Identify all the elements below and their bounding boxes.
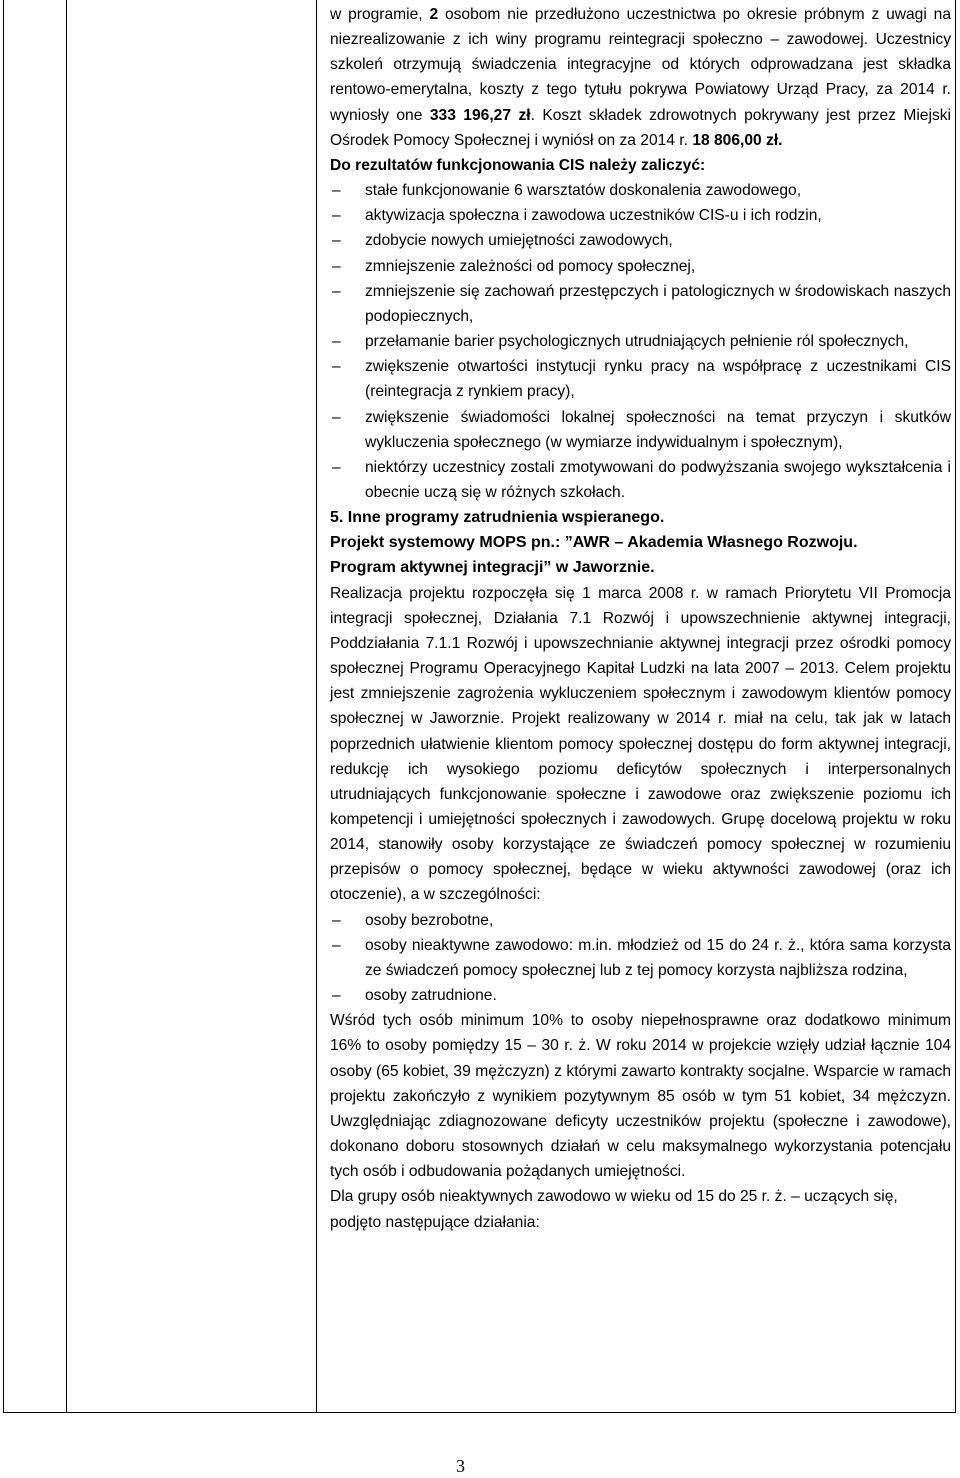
- list-item: [330, 228, 951, 253]
- dash-bullet-icon: –: [332, 282, 341, 300]
- list-item: [330, 354, 951, 404]
- table-column-name: [66, 0, 317, 1412]
- list-item: [330, 983, 951, 1008]
- table-content-cell: [330, 2, 951, 1235]
- list-item-text: zwiększenie świadomości lokalnej społeczności na temat przyczyn i skutków wykluczenia społecznego (w wymiarze indywidualnym i społecznym),: [365, 408, 951, 451]
- cis-participants-paragraph: [330, 2, 951, 153]
- dash-bullet-icon: –: [332, 182, 341, 200]
- section-heading: 5. Inne programy zatrudnienia wspieranego.: [330, 509, 665, 527]
- results-list: [330, 178, 951, 505]
- list-item-text: osoby nieaktywne zawodowo: m.in. młodzież od 15 do 24 r. ż., która sama korzysta ze świadczeń pomocy społecznej lub z tej pomocy korzysta najbliższa rodzina,: [365, 936, 951, 979]
- list-item-text: przełamanie barier psychologicznych utrudniających pełnienie ról społecznych,: [365, 333, 909, 351]
- dash-bullet-icon: –: [332, 333, 341, 351]
- dash-bullet-icon: –: [332, 358, 341, 376]
- bold-count: 2: [429, 6, 439, 23]
- list-item: [330, 405, 951, 455]
- list-item: [330, 455, 951, 505]
- table-column-number: [4, 0, 67, 1412]
- list-item: [330, 279, 951, 329]
- target-group-list: [330, 908, 951, 1009]
- list-item: [330, 203, 951, 228]
- list-item-text: zmniejszenie zależności od pomocy społecznej,: [365, 257, 696, 275]
- bold-amount-pension: 333 196,27 zł: [429, 106, 531, 124]
- dash-bullet-icon: –: [332, 257, 341, 275]
- dash-bullet-icon: –: [332, 207, 341, 225]
- dash-bullet-icon: –: [332, 232, 341, 250]
- list-item: [330, 908, 951, 933]
- bold-amount-health: 18 806,00 zł.: [692, 131, 783, 149]
- dash-bullet-icon: –: [332, 987, 341, 1005]
- list-item: [330, 329, 951, 354]
- document-table: [3, 0, 956, 1413]
- actions-intro-paragraph: Dla grupy osób nieaktywnych zawodowo w wieku od 15 do 25 r. ż. – uczących się, podjęto następujące działania:: [330, 1188, 898, 1231]
- project-title-line-2: Program aktywnej integracji” w Jaworznie.: [330, 559, 655, 577]
- list-item-text: aktywizacja społeczna i zawodowa uczestników CIS-u i ich rodzin,: [365, 207, 822, 225]
- text-run: . Koszt składek zdrowotnych pokrywany jest przez Miejski Ośrodek Pomocy Społecznej i wyniósł on za 2014 r.: [330, 106, 952, 149]
- list-item-text: stałe funkcjonowanie 6 warsztatów doskonalenia zawodowego,: [365, 182, 802, 200]
- list-item: [330, 178, 951, 203]
- project-paragraph: Realizacja projektu rozpoczęła się 1 marca 2008 r. w ramach Priorytetu VII Promocja integracji społecznej, Działania 7.1 Rozwój i upowszechnienie aktywnej integracji, Poddziałania 7.1.1 Rozwój i upowszechnianie aktywnej integracji przez ośrodki pomocy społecznej Programu Operacyjnego Kapitał Ludzki na lata 2007 – 2013. Celem projektu jest zmniejszenie zagrożenia wykluczeniem społecznym i zawodowym klientów pomocy społecznej w Jaworznie. Projekt realizowany w 2014 r. miał na celu, tak jak w latach poprzednich ułatwienie klientom pomocy społecznej dostępu do form aktywnej integracji, redukcję ich wysokiego poziomu deficytów społecznych i interpersonalnych utrudniających funkcjonowanie społeczne i zawodowe oraz zwiększenie poziomu ich kompetencji i umiejętności społecznych i zawodowych. Grupę docelową projektu w roku 2014, stanowiły osoby korzystające ze świadczeń pomocy społecznej w rozumieniu przepisów o pomocy społecznej, będące w wieku aktywności zawodowej (oraz ich otoczenie), a w szczególności:: [330, 584, 951, 904]
- results-heading: Do rezultatów funkcjonowania CIS należy zaliczyć:: [330, 156, 706, 174]
- page-number: 3: [456, 1456, 465, 1476]
- dash-bullet-icon: –: [332, 408, 341, 426]
- list-item: [330, 254, 951, 279]
- dash-bullet-icon: –: [332, 911, 341, 929]
- list-item-text: osoby bezrobotne,: [365, 911, 494, 929]
- participants-summary-paragraph: Wśród tych osób minimum 10% to osoby niepełnosprawne oraz dodatkowo minimum 16% to osoby pomiędzy 15 – 30 r. ż. W roku 2014 w projekcie wzięły udział łącznie 104 osoby (65 kobiet, 39 mężczyzn) z którymi zawarto kontrakty socjalne. Wsparcie w ramach projektu zakończyło z wynikiem pozytywnym 85 osób w tym 51 kobiet, 34 mężczyzn. Uwzględniając zdiagnozowane deficyty uczestników projektu (społeczne i zawodowe), dokonano doboru stosownych działań w celu maksymalnego wykorzystania potencjału tych osób i odbudowania pożądanych umiejętności.: [330, 1012, 951, 1181]
- list-item-text: zwiększenie otwartości instytucji rynku pracy na współpracę z uczestnikami CIS (reintegracja z rynkiem pracy),: [365, 358, 951, 401]
- list-item-text: osoby zatrudnione.: [365, 987, 497, 1005]
- list-item-text: zdobycie nowych umiejętności zawodowych,: [365, 232, 673, 250]
- list-item: [330, 933, 951, 983]
- text-run: osobom nie przedłużono uczestnictwa po okresie próbnym z uwagi na niezrealizowanie z ich winy programu reintegracji społeczno – zawodowej. Uczestnicy szkoleń otrzymują świadczenia integracyjne od których odprowadzana jest składka rentowo-emerytalna, koszty z tego tytułu pokrywa Powiatowy Urząd Pracy, za 2014 r. wyniosły one: [330, 6, 951, 124]
- list-item-text: niektórzy uczestnicy zostali zmotywowani do podwyższania swojego wykształcenia i obecnie uczą się w różnych szkołach.: [365, 458, 951, 501]
- dash-bullet-icon: –: [332, 458, 341, 476]
- project-title-line-1: Projekt systemowy MOPS pn.: ”AWR – Akademia Własnego Rozwoju.: [330, 534, 858, 552]
- dash-bullet-icon: –: [332, 936, 341, 954]
- list-item-text: zmniejszenie się zachowań przestępczych i patologicznych w środowiskach naszych podopiecznych,: [365, 282, 951, 325]
- text-run: w programie,: [330, 6, 430, 23]
